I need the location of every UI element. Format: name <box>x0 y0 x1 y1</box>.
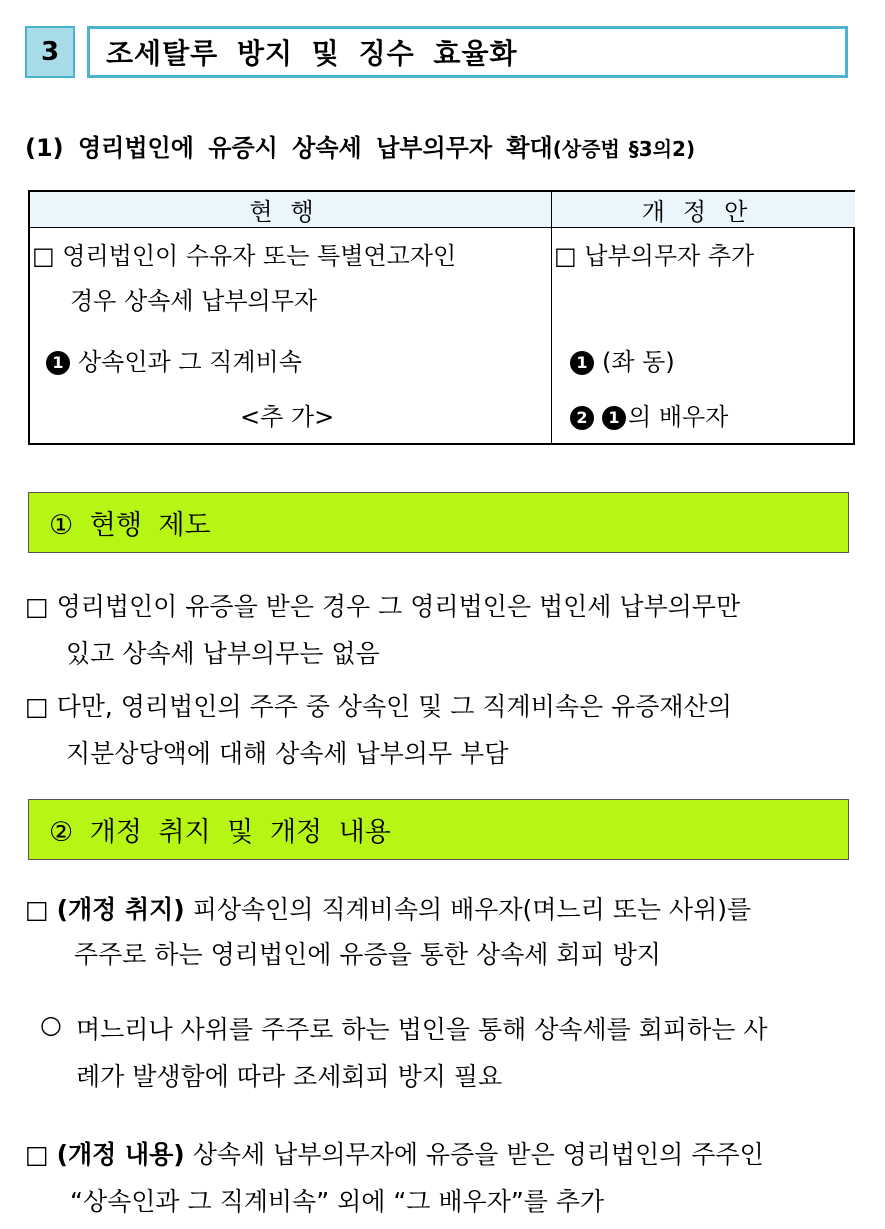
revision-purpose-line2: 주주로 하는 영리법인에 유증을 통한 상속세 회피 방지 <box>74 940 661 969</box>
current-system-p2-line1: □ 다만, 영리법인의 주주 중 상속인 및 그 직계비속은 유증재산의 <box>25 692 732 721</box>
current-added: <추 가> <box>240 403 335 431</box>
number-one-icon: 1 <box>46 351 70 375</box>
checkbox-square-icon: □ <box>25 1140 57 1169</box>
purpose-text: 피상속인의 직계비속의 배우자(며느리 또는 사위)를 <box>192 895 752 924</box>
revision-content-line2: “상속인과 그 직계비속” 외에 “그 배우자”를 추가 <box>70 1187 605 1216</box>
current-system-p1-line2: 있고 상속세 납부의무는 없음 <box>66 639 380 668</box>
number-one-icon: 1 <box>602 406 626 430</box>
checkbox-square-icon: □ <box>25 895 57 924</box>
content-label: (개정 내용) <box>56 1140 185 1169</box>
banner-revision: ② 개정 취지 및 개정 내용 <box>28 799 849 860</box>
section-title: 조세탈루 방지 및 징수 효율화 <box>87 26 848 78</box>
subsection-title <box>25 128 695 163</box>
current-line1: □ 영리법인이 수유자 또는 특별연고자인 <box>32 242 457 270</box>
table-column-divider <box>551 192 552 443</box>
sub-bullet-line1: 며느리나 사위를 주주로 하는 법인을 통해 상속세를 회피하는 사 <box>76 1015 768 1044</box>
subsection-title-text: (1) 영리법인에 유증시 상속세 납부의무자 확대 <box>25 134 553 162</box>
purpose-label: (개정 취지) <box>56 895 185 924</box>
revised-item1-text: (좌 동) <box>602 348 675 376</box>
banner-current-system: ① 현행 제도 <box>28 492 849 553</box>
current-system-p1-line1: □ 영리법인이 유증을 받은 경우 그 영리법인은 법인세 납부의무만 <box>25 592 741 621</box>
table-header-revised: 개정안 <box>552 192 855 227</box>
current-line2: 경우 상속세 납부의무자 <box>70 287 318 315</box>
table-header-divider <box>30 227 853 228</box>
sub-bullet-line2: 례가 발생함에 따라 조세회피 방지 필요 <box>76 1062 503 1091</box>
law-reference: (상증법 §3의2) <box>552 137 696 161</box>
current-item1 <box>46 342 302 377</box>
revised-line1: □ 납부의무자 추가 <box>554 242 755 270</box>
revised-item2-text: 의 배우자 <box>628 403 729 431</box>
number-two-icon: 2 <box>570 406 594 430</box>
section-number: 3 <box>25 26 75 78</box>
comparison-table <box>28 190 855 445</box>
number-one-icon: 1 <box>570 351 594 375</box>
current-system-p2-line2: 지분상당액에 대해 상속세 납부의무 부담 <box>66 739 509 768</box>
sub-bullet: ○ <box>40 1010 62 1039</box>
current-item1-text: 상속인과 그 직계비속 <box>78 348 302 376</box>
revision-content-line1 <box>25 1135 764 1171</box>
revised-item2 <box>570 397 728 432</box>
table-header-current: 현행 <box>30 192 551 227</box>
revised-item1 <box>570 342 675 377</box>
content-text: 상속세 납부의무자에 유증을 받은 영리법인의 주주인 <box>192 1140 764 1169</box>
revision-purpose-line1 <box>25 890 751 926</box>
